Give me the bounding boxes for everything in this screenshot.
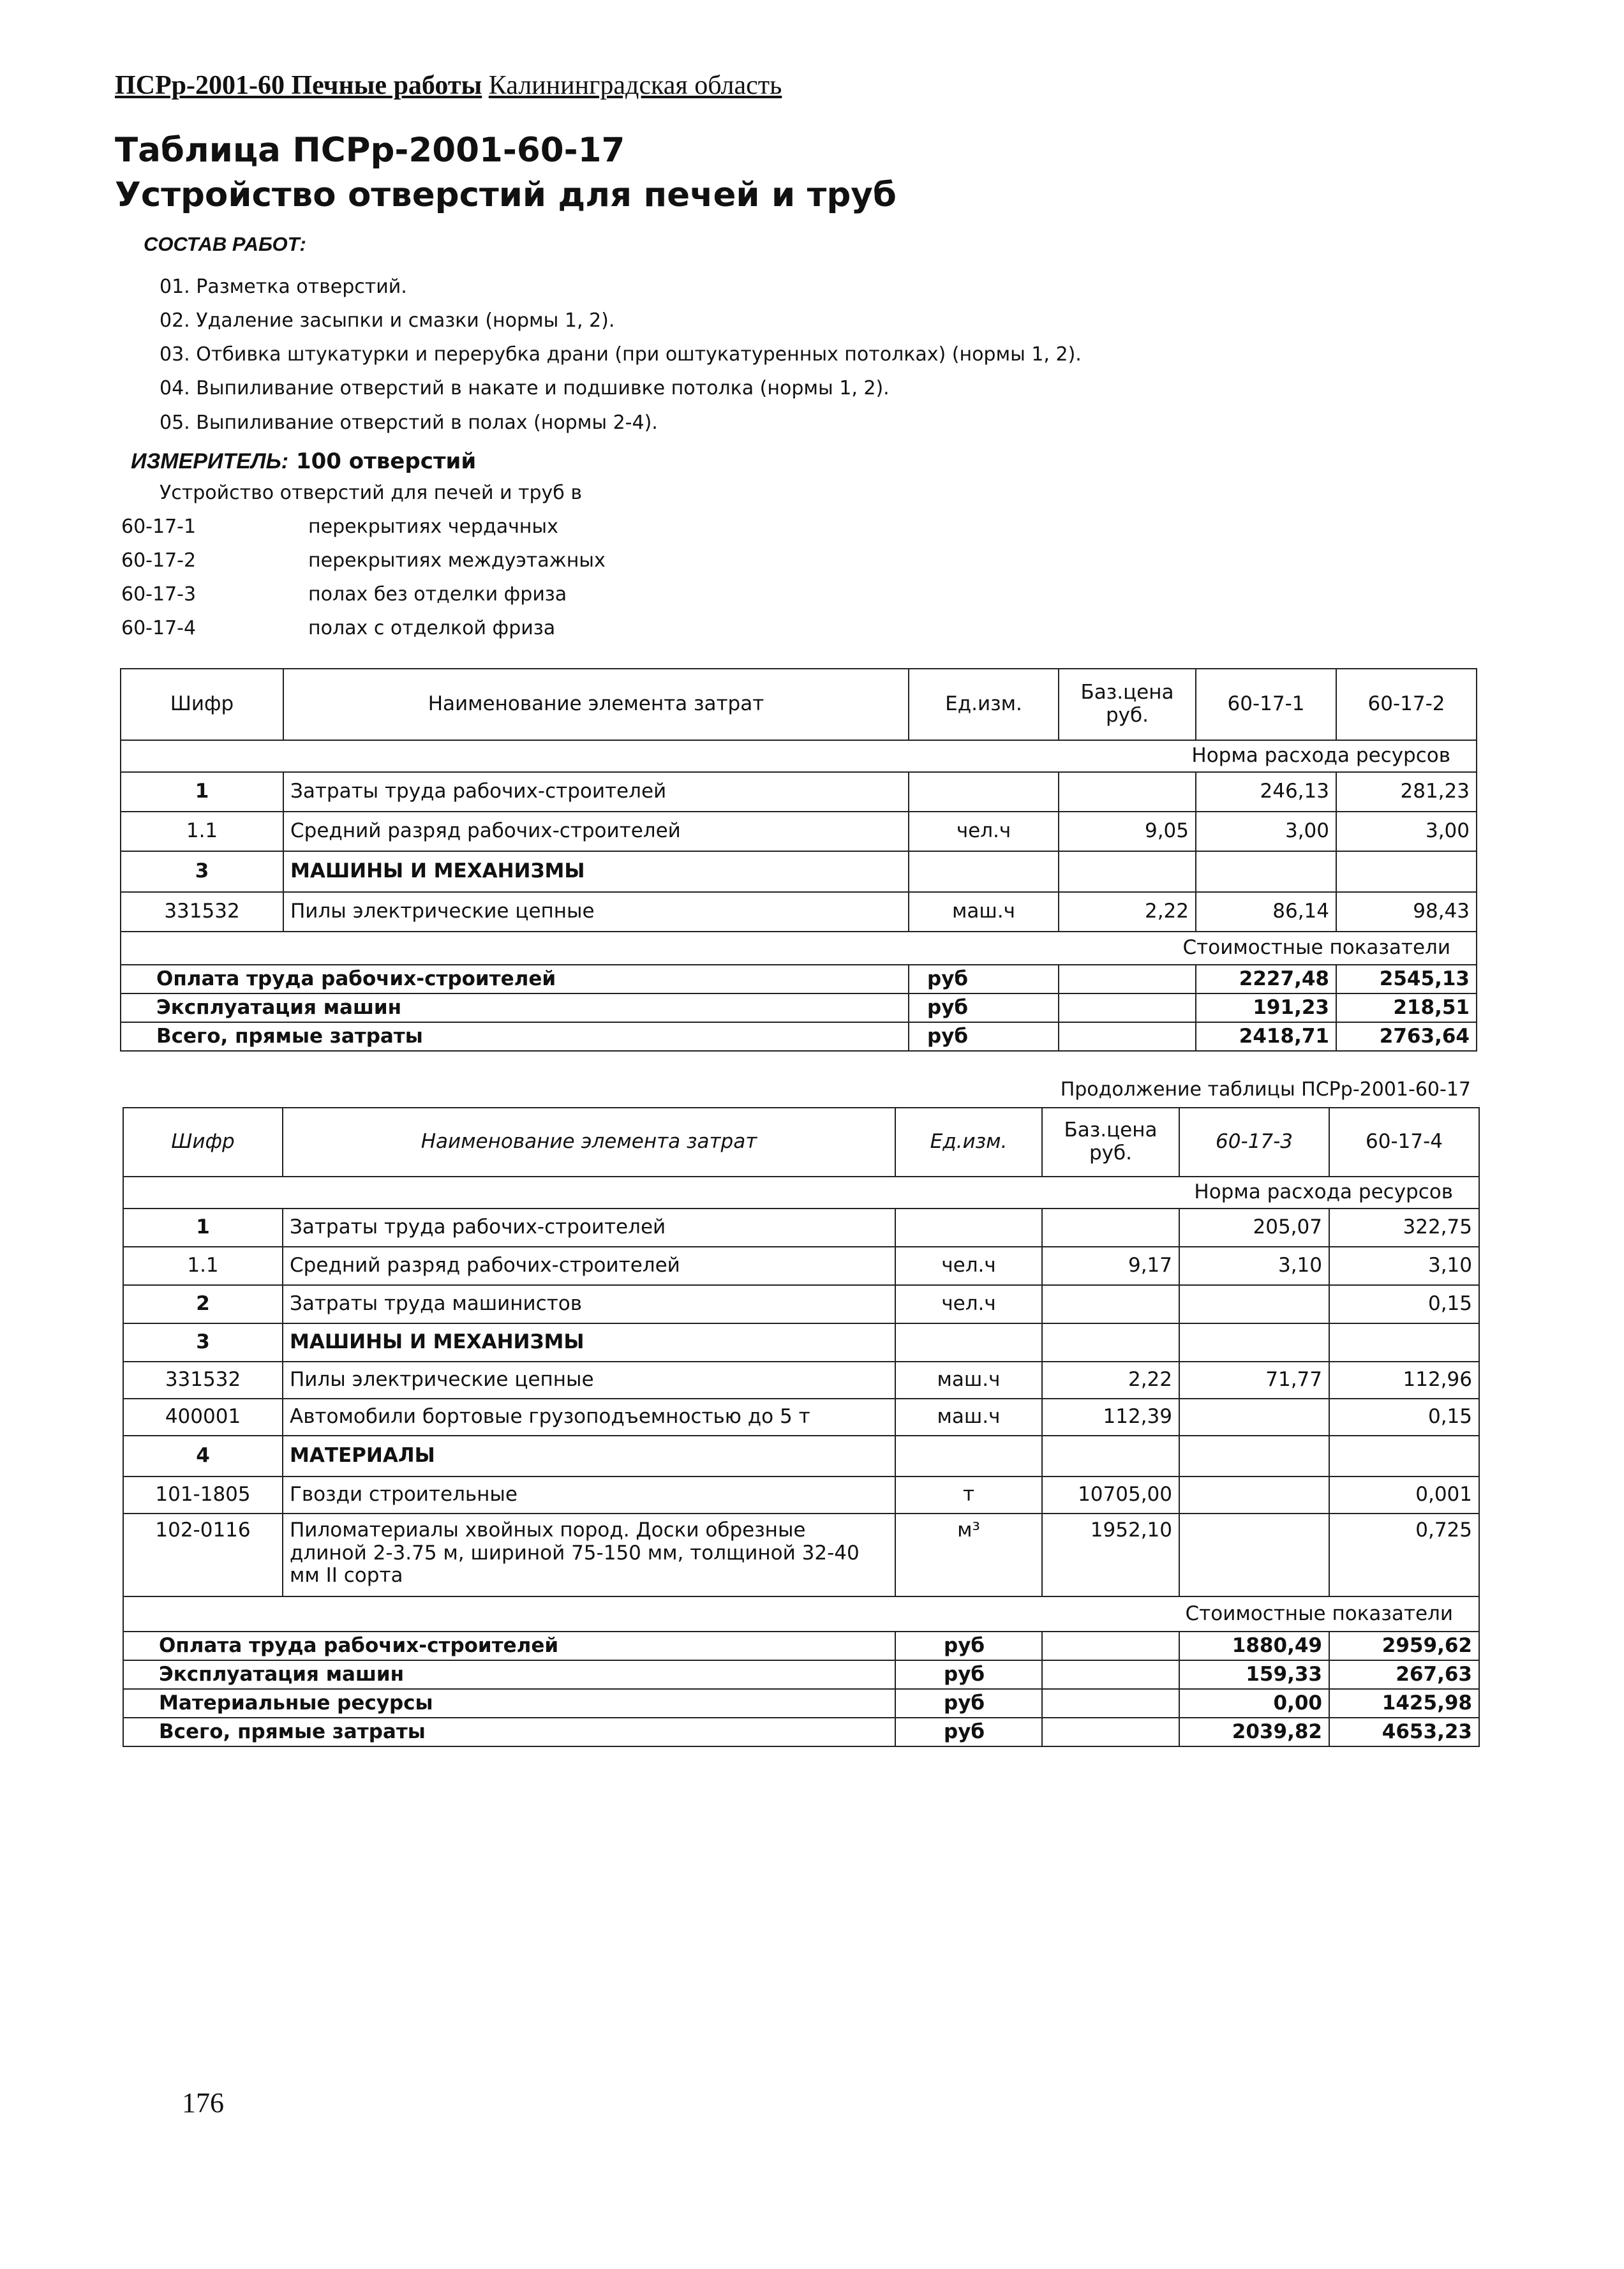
table-header-row	[121, 669, 1477, 740]
row-value-b: 3,10	[1329, 1247, 1479, 1285]
row-unit	[909, 772, 1059, 812]
col-header-variant-b: 60-17-4	[1329, 1108, 1479, 1177]
variant-code: 60-17-2	[121, 549, 197, 572]
row-price: 2,22	[1042, 1362, 1179, 1399]
section-row	[121, 932, 1477, 965]
summary-empty	[1042, 1632, 1179, 1660]
norm-header: Норма расхода ресурсов	[121, 740, 1477, 772]
row-name: Затраты труда рабочих-строителей	[283, 1209, 895, 1247]
summary-empty	[1042, 1689, 1179, 1718]
row-value-b: 0,15	[1329, 1399, 1479, 1436]
summary-label: Всего, прямые затраты	[121, 1022, 909, 1051]
summary-label: Эксплуатация машин	[123, 1660, 895, 1689]
row-value-b: 0,725	[1329, 1514, 1479, 1596]
row-value-b: 112,96	[1329, 1362, 1479, 1399]
row-name: МАТЕРИАЛЫ	[283, 1436, 895, 1477]
running-header	[115, 70, 782, 101]
row-unit: маш.ч	[895, 1399, 1042, 1436]
summary-row	[121, 1022, 1477, 1051]
summary-unit: руб	[895, 1660, 1042, 1689]
row-name: Пилы электрические цепные	[283, 1362, 895, 1399]
row-unit	[909, 851, 1059, 892]
resource-table-1	[120, 668, 1477, 1052]
summary-value-b: 4653,23	[1329, 1718, 1479, 1746]
row-value-a	[1179, 1399, 1329, 1436]
row-name: МАШИНЫ И МЕХАНИЗМЫ	[283, 851, 909, 892]
summary-value-a: 2227,48	[1196, 965, 1336, 993]
table-row	[123, 1436, 1479, 1477]
row-unit	[895, 1436, 1042, 1477]
col-header-code: Шифр	[123, 1108, 283, 1177]
row-unit: чел.ч	[895, 1247, 1042, 1285]
summary-value-b: 2545,13	[1336, 965, 1477, 993]
col-header-unit: Ед.изм.	[909, 669, 1059, 740]
table-header-row	[123, 1108, 1479, 1177]
col-header-name: Наименование элемента затрат	[283, 1108, 895, 1177]
summary-value-b: 267,63	[1329, 1660, 1479, 1689]
row-code: 1.1	[121, 812, 283, 851]
row-unit: чел.ч	[909, 812, 1059, 851]
table-row	[123, 1399, 1479, 1436]
row-value-b	[1329, 1436, 1479, 1477]
col-header-code: Шифр	[121, 669, 283, 740]
col-header-variant-a: 60-17-1	[1196, 669, 1336, 740]
row-unit: т	[895, 1477, 1042, 1514]
row-price: 10705,00	[1042, 1477, 1179, 1514]
row-name: Пилы электрические цепные	[283, 892, 909, 932]
row-code: 1	[121, 772, 283, 812]
works-label: СОСТАВ РАБОТ:	[144, 233, 306, 255]
summary-value-a: 2039,82	[1179, 1718, 1329, 1746]
summary-value-b: 2763,64	[1336, 1022, 1477, 1051]
row-code: 4	[123, 1436, 283, 1477]
summary-unit: руб	[909, 1022, 1059, 1051]
table-row	[121, 892, 1477, 932]
row-value-a	[1179, 1436, 1329, 1477]
variant-desc: полах с отделкой фриза	[308, 617, 556, 639]
summary-empty	[1059, 993, 1196, 1022]
col-header-name: Наименование элемента затрат	[283, 669, 909, 740]
row-price: 2,22	[1059, 892, 1196, 932]
row-value-a: 246,13	[1196, 772, 1336, 812]
work-item: 01. Разметка отверстий.	[160, 276, 407, 298]
variants-intro: Устройство отверстий для печей и труб в	[160, 482, 583, 504]
summary-label: Всего, прямые затраты	[123, 1718, 895, 1746]
row-name: Средний разряд рабочих-строителей	[283, 812, 909, 851]
row-value-b: 3,00	[1336, 812, 1477, 851]
table-row	[123, 1323, 1479, 1362]
table-row	[123, 1514, 1479, 1596]
work-item: 02. Удаление засыпки и смазки (нормы 1, 2).	[160, 309, 615, 332]
summary-unit: руб	[909, 993, 1059, 1022]
measure-value: 100 отверстий	[295, 449, 477, 474]
header-code: ПСРр-2001-60 Печные работы	[115, 71, 482, 100]
table-row	[123, 1247, 1479, 1285]
row-code: 101-1805	[123, 1477, 283, 1514]
table-row	[123, 1362, 1479, 1399]
row-value-a: 3,00	[1196, 812, 1336, 851]
table-row	[121, 812, 1477, 851]
summary-value-a: 2418,71	[1196, 1022, 1336, 1051]
summary-empty	[1059, 1022, 1196, 1051]
row-value-a: 71,77	[1179, 1362, 1329, 1399]
row-value-b	[1336, 851, 1477, 892]
summary-row	[123, 1632, 1479, 1660]
row-code: 331532	[123, 1362, 283, 1399]
row-name: МАШИНЫ И МЕХАНИЗМЫ	[283, 1323, 895, 1362]
variant-code: 60-17-4	[121, 617, 197, 639]
row-value-b	[1329, 1323, 1479, 1362]
summary-unit: руб	[895, 1632, 1042, 1660]
section-row	[123, 1596, 1479, 1632]
summary-row	[121, 993, 1477, 1022]
header-region: Калининградская область	[488, 71, 782, 100]
cost-header: Стоимостные показатели	[121, 932, 1477, 965]
row-value-b: 98,43	[1336, 892, 1477, 932]
variant-desc: перекрытиях междуэтажных	[308, 549, 606, 572]
row-code: 400001	[123, 1399, 283, 1436]
col-header-price: Баз.цена руб.	[1059, 669, 1196, 740]
page-number: 176	[182, 2087, 224, 2118]
table-subtitle: Устройство отверстий для печей и труб	[115, 175, 897, 214]
summary-row	[121, 965, 1477, 993]
row-unit: маш.ч	[895, 1362, 1042, 1399]
row-unit	[895, 1209, 1042, 1247]
variant-desc: перекрытиях чердачных	[308, 516, 558, 538]
summary-label: Материальные ресурсы	[123, 1689, 895, 1718]
row-name: Затраты труда рабочих-строителей	[283, 772, 909, 812]
row-price: 9,05	[1059, 812, 1196, 851]
summary-row	[123, 1718, 1479, 1746]
row-code: 3	[123, 1323, 283, 1362]
row-value-b: 322,75	[1329, 1209, 1479, 1247]
table-row	[123, 1209, 1479, 1247]
section-row	[123, 1177, 1479, 1209]
row-value-b: 0,15	[1329, 1285, 1479, 1323]
row-value-a	[1179, 1323, 1329, 1362]
row-value-b: 281,23	[1336, 772, 1477, 812]
row-unit: маш.ч	[909, 892, 1059, 932]
summary-unit: руб	[895, 1718, 1042, 1746]
work-item: 05. Выпиливание отверстий в полах (нормы 2-4).	[160, 412, 658, 434]
measure-unit	[131, 449, 476, 474]
resource-table-2	[123, 1107, 1480, 1747]
row-name: Автомобили бортовые грузоподъемностью до 5 т	[283, 1399, 895, 1436]
row-value-a	[1179, 1285, 1329, 1323]
row-code: 2	[123, 1285, 283, 1323]
summary-label: Оплата труда рабочих-строителей	[121, 965, 909, 993]
table-row	[121, 851, 1477, 892]
summary-empty	[1042, 1660, 1179, 1689]
section-row	[121, 740, 1477, 772]
summary-value-b: 218,51	[1336, 993, 1477, 1022]
cost-header: Стоимостные показатели	[123, 1596, 1479, 1632]
table-row	[121, 772, 1477, 812]
row-name: Пиломатериалы хвойных пород. Доски обрезные длиной 2-3.75 м, шириной 75-150 мм, толщиной 32-40 мм II сорта	[283, 1514, 895, 1596]
summary-value-a: 1880,49	[1179, 1632, 1329, 1660]
summary-empty	[1059, 965, 1196, 993]
row-price	[1042, 1285, 1179, 1323]
row-code: 331532	[121, 892, 283, 932]
work-item: 03. Отбивка штукатурки и перерубка драни (при оштукатуренных потолках) (нормы 1, 2).	[160, 343, 1082, 366]
row-price	[1042, 1209, 1179, 1247]
continuation-note: Продолжение таблицы ПСРр-2001-60-17	[1060, 1078, 1471, 1101]
row-price	[1042, 1436, 1179, 1477]
row-name: Гвозди строительные	[283, 1477, 895, 1514]
summary-unit: руб	[909, 965, 1059, 993]
row-unit	[895, 1323, 1042, 1362]
summary-label: Оплата труда рабочих-строителей	[123, 1632, 895, 1660]
row-name: Средний разряд рабочих-строителей	[283, 1247, 895, 1285]
summary-unit: руб	[895, 1689, 1042, 1718]
summary-value-a: 0,00	[1179, 1689, 1329, 1718]
col-header-variant-b: 60-17-2	[1336, 669, 1477, 740]
row-price	[1059, 772, 1196, 812]
row-name: Затраты труда машинистов	[283, 1285, 895, 1323]
summary-value-a: 191,23	[1196, 993, 1336, 1022]
row-price	[1042, 1323, 1179, 1362]
variant-desc: полах без отделки фриза	[308, 583, 567, 606]
col-header-unit: Ед.изм.	[895, 1108, 1042, 1177]
table-row	[123, 1285, 1479, 1323]
row-value-a	[1179, 1477, 1329, 1514]
row-price: 9,17	[1042, 1247, 1179, 1285]
variant-code: 60-17-1	[121, 516, 197, 538]
summary-row	[123, 1660, 1479, 1689]
row-value-a	[1179, 1514, 1329, 1596]
summary-row	[123, 1689, 1479, 1718]
row-unit: м³	[895, 1514, 1042, 1596]
row-code: 3	[121, 851, 283, 892]
row-price: 112,39	[1042, 1399, 1179, 1436]
col-header-price: Баз.цена руб.	[1042, 1108, 1179, 1177]
row-value-a: 86,14	[1196, 892, 1336, 932]
summary-label: Эксплуатация машин	[121, 993, 909, 1022]
summary-value-b: 1425,98	[1329, 1689, 1479, 1718]
row-code: 102-0116	[123, 1514, 283, 1596]
col-header-variant-a: 60-17-3	[1179, 1108, 1329, 1177]
row-price	[1059, 851, 1196, 892]
row-value-a: 205,07	[1179, 1209, 1329, 1247]
row-code: 1.1	[123, 1247, 283, 1285]
row-unit: чел.ч	[895, 1285, 1042, 1323]
measure-label: ИЗМЕРИТЕЛЬ:	[131, 449, 289, 473]
variant-code: 60-17-3	[121, 583, 197, 606]
summary-empty	[1042, 1718, 1179, 1746]
row-price: 1952,10	[1042, 1514, 1179, 1596]
norm-header: Норма расхода ресурсов	[123, 1177, 1479, 1209]
row-value-b: 0,001	[1329, 1477, 1479, 1514]
work-item: 04. Выпиливание отверстий в накате и подшивке потолка (нормы 1, 2).	[160, 377, 890, 399]
table-title: Таблица ПСРр-2001-60-17	[115, 131, 625, 170]
table-row	[123, 1477, 1479, 1514]
row-code: 1	[123, 1209, 283, 1247]
row-value-a	[1196, 851, 1336, 892]
summary-value-a: 159,33	[1179, 1660, 1329, 1689]
row-value-a: 3,10	[1179, 1247, 1329, 1285]
summary-value-b: 2959,62	[1329, 1632, 1479, 1660]
